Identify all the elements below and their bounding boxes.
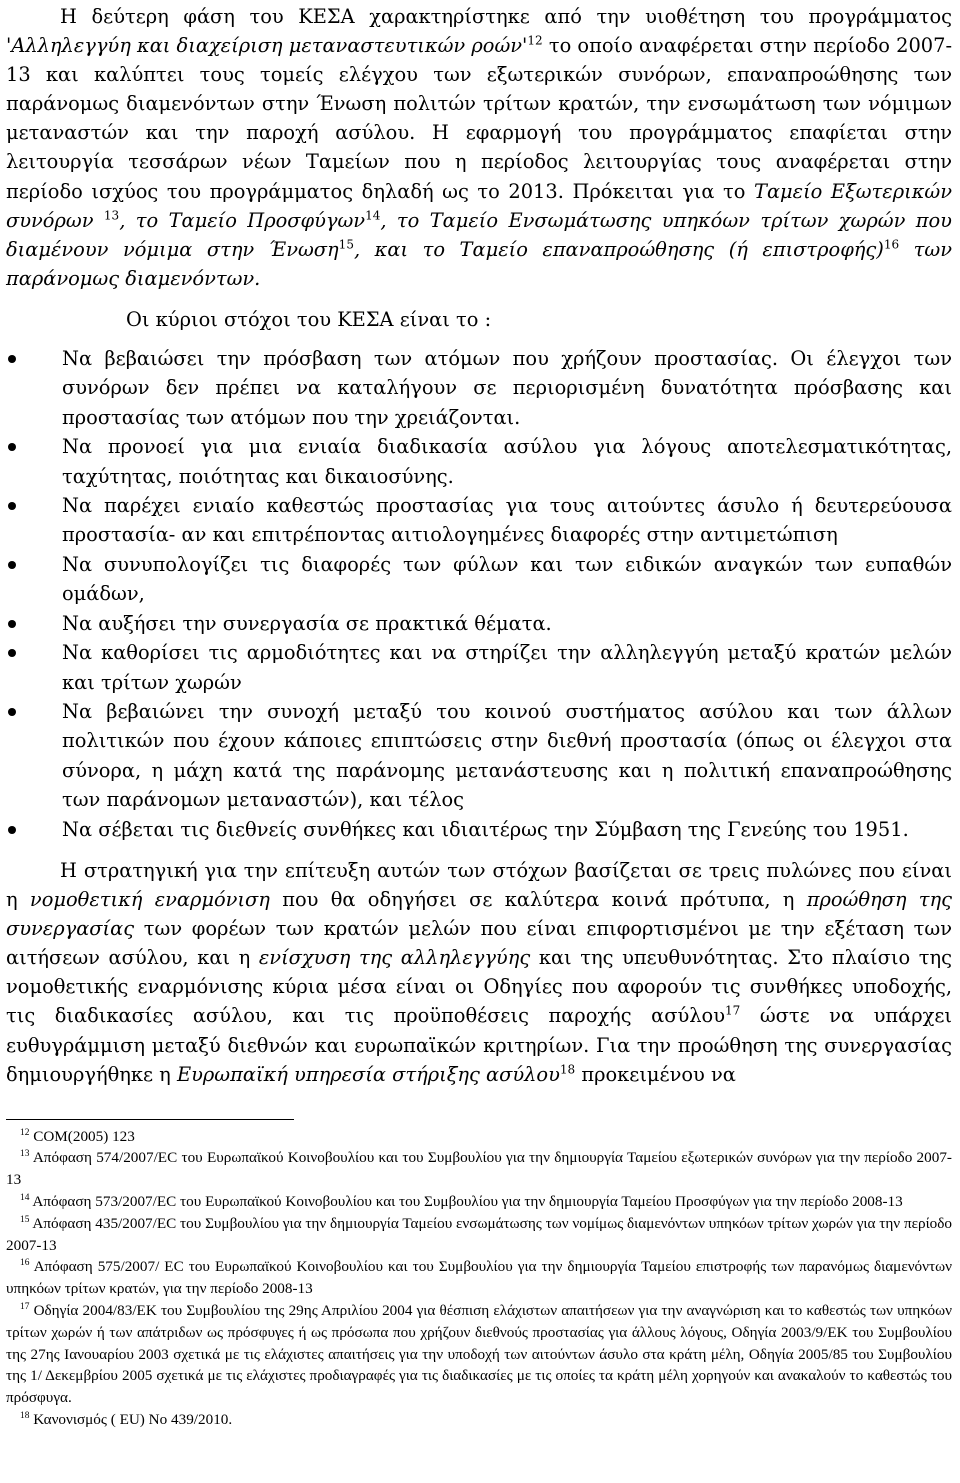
- text-run: Η στρατηγική για την επίτευξη αυτών των στόχων βασίζεται σε τρεις πυλώνες που είναι η: [6, 858, 952, 912]
- text-run: προκειμένου να: [575, 1062, 736, 1086]
- italic-text: , και το Ταμείο επαναπροώθησης (ή επιστροφής): [353, 237, 884, 261]
- footnote-ref: 13: [103, 208, 120, 223]
- footnote: $^{16}$ Απόφαση 575/2007/ ΕC του Ευρωπαϊκού Κοινοβουλίου και του Συμβουλίου για την δημιουργία Ταμείου επιστροφής των παρανόμως διαμενόντων υπηκόων τρίτων κρατών, για την περίοδο 2008-13: [6, 1258, 952, 1298]
- text-run: των φορέων των κρατών μελών που είναι επιφορτισμένοι με την εξέταση των αιτήσεων ασύλου, και η: [6, 917, 952, 970]
- intro-paragraph: [6, 2, 952, 293]
- footnote-ref: 17: [725, 1003, 741, 1018]
- text-run: Η δεύτερη φάση του ΚΕΣΑ χαρακτηρίστηκε από την υιοθέτηση του προγράμματος ': [6, 5, 952, 58]
- goal-item: Να προνοεί για μια ενιαία διαδικασία ασύλου για λόγους αποτελεσματικότητας, ταχύτητας, ποιότητας και δικαιοσύνης.: [6, 432, 952, 491]
- document-page: [6, 2, 952, 1431]
- italic-text: νομοθετική εναρμόνιση: [29, 888, 270, 912]
- goal-item: Να σέβεται τις διεθνείς συνθήκες και ιδιαιτέρως την Σύμβαση της Γενεύης του 1951.: [6, 815, 952, 844]
- goal-item: Να βεβαιώσει την πρόσβαση των ατόμων που χρήζουν προστασίας. Οι έλεγχοι των συνόρων δεν πρέπει να καταλήγουν σε περιορισμένη δυνατότητα πρόσβασης και προστασίας των ατόμων που την χρειάζονται.: [6, 344, 952, 432]
- italic-text: Ταμείο Εξωτερικών συνόρων: [6, 179, 953, 232]
- text-run: το οποίο αναφέρεται στην περίοδο 2007-13 και καλύπτει τους τομείς ελέγχου των εξωτερικών συνόρων, επαναπροώθησης των παράνομως διαμενόντων στην Ένωση πολιτών τρίτων κρατών, την ενσωμάτωση των νόμιμων μεταναστών και την παροχή ασύλου. Η εφαρμογή του προγράμματος επαφίεται στην λειτουργία τεσσάρων νέων Ταμείων που η περίοδος λειτουργίας τους αναφέρεται στην περίοδο ισχύος του προγράμματος δηλαδή ως το 2013. Πρόκειται για το: [6, 34, 953, 203]
- text-run: ώστε να υπάρχει ευθυγράμμιση μεταξύ διεθνών και ευρωπαϊκών κριτηρίων. Για την προώθηση της συνεργασίας δημιουργήθηκε η: [6, 1004, 952, 1086]
- italic-text: των παράνομως διαμενόντων.: [6, 237, 953, 290]
- goal-item: Να βεβαιώνει την συνοχή μεταξύ του κοινού συστήματος ασύλου και των άλλων πολιτικών που έχουν κάποιες επιπτώσεις στην διεθνή προστασία (όπως οι έλεγχοι στα σύνορα, η μάχη κατά της παράνομης μετανάστευσης και η πολιτική επαναπροώθησης των παράνομων μεταναστών), και τέλος: [6, 697, 952, 815]
- italic-text: ενίσχυση της αλληλεγγύης: [258, 946, 531, 970]
- italic-text: Ευρωπαϊκή υπηρεσία στήριξης ασύλου: [176, 1062, 560, 1086]
- italic-text: , το Ταμείο Ενσωμάτωσης υπηκόων τρίτων χωρών που διαμένουν νόμιμα στην Ένωση: [6, 208, 952, 261]
- goal-item: Να παρέχει ενιαίο καθεστώς προστασίας για τους αιτούντες άσυλο ή δευτερεύουσα προστασία- αν και επιτρέποντας αιτιολογημένες διαφορές στην αντιμετώπιση: [6, 491, 952, 550]
- italic-text: προώθηση της συνεργασίας: [6, 888, 952, 941]
- footnote-ref: 12: [527, 33, 543, 48]
- goal-item: Να συνυπολογίζει τις διαφορές των φύλων και των ειδικών αναγκών των ευπαθών ομάδων,: [6, 550, 952, 609]
- footnote-divider: [6, 1119, 294, 1120]
- bullet-icon: [8, 355, 16, 363]
- goals-heading: Οι κύριοι στόχοι του ΚΕΣΑ είναι το :: [126, 307, 492, 331]
- bullet-icon: [8, 826, 16, 834]
- text-run: και της υπευθυνότητας. Στο πλαίσιο της νομοθετικής εναρμόνισης κύρια μέσα είναι οι Οδηγίες που αφορούν τις συνθήκες υποδοχής, τις διαδικασίες ασύλου, και τις προϋποθέσεις παροχής ασύλου: [6, 946, 953, 1028]
- goal-item: Να αυξήσει την συνεργασία σε πρακτικά θέματα.: [6, 609, 952, 638]
- bullet-icon: [8, 708, 16, 716]
- footnote: $^{15}$ Απόφαση 435/2007/ΕC του Συμβουλίου για την δημιουργία Ταμείου ενσωμάτωσης των νομίμως διαμενόντων υπηκόων τρίτων χωρών για την περίοδο 2007-13: [6, 1214, 953, 1254]
- bullet-icon: [8, 649, 16, 657]
- italic-text: , το Ταμείο Προσφύγων: [119, 208, 366, 232]
- footnote: $^{12}$ COM(2005) 123: [20, 1127, 135, 1145]
- footnote: $^{13}$ Απόφαση 574/2007/ΕC του Ευρωπαϊκού Κοινοβουλίου και του Συμβουλίου για την δημιουργία Ταμείου εξωτερικών συνόρων για την περίοδο 2007-13: [6, 1149, 952, 1189]
- footnote-ref: 18: [559, 1062, 576, 1077]
- text-run: που θα οδηγήσει σε καλύτερα κοινά πρότυπα, η: [269, 888, 807, 912]
- footnote: $^{14}$ Απόφαση 573/2007/ΕC του Ευρωπαϊκού Κοινοβουλίου και του Συμβουλίου για την δημιουργία Ταμείου Προσφύγων για την περίοδο 2008-13: [20, 1193, 903, 1211]
- bullet-icon: [8, 620, 16, 628]
- footnotes: [6, 1126, 952, 1431]
- goal-item: Να καθορίσει τις αρμοδιότητες και να στηρίζει την αλληλεγγύη μεταξύ κρατών μελών και τρίτων χωρών: [6, 638, 952, 697]
- goals-list: [6, 344, 952, 844]
- bullet-icon: [8, 561, 16, 569]
- bullet-icon: [8, 443, 16, 451]
- bullet-icon: [8, 502, 16, 510]
- footnote: $^{18}$ Κανονισμός ( EU) No 439/2010.: [20, 1410, 233, 1429]
- footnote-ref: 14: [365, 208, 381, 223]
- footnote-ref: 16: [883, 237, 900, 252]
- italic-text: Αλληλεγγύη και διαχείριση μεταναστευτικών ροών': [11, 34, 528, 58]
- footnote-ref: 15: [338, 237, 354, 252]
- strategy-paragraph: [6, 856, 952, 1089]
- footnote: $^{17}$ Οδηγία 2004/83/ΕΚ του Συμβουλίου της 29ης Απριλίου 2004 για θέσπιση ελάχιστων απαιτήσεων για την αναγνώριση και το καθεστώς των υπηκόων τρίτων χωρών ή των απάτριδων ως πρόσφυγες ή ως πρόσωπα που χρήζουν διεθνούς προστασίας για άλλους λόγους, Οδηγία 2003/9/ΕΚ του Συμβουλίου της 27ης Ιανουαρίου 2003 σχετικά με τις ελάχιστες απαιτήσεις για την υποδοχή των αιτούντων άσυλο στα κράτη μέλη, Οδηγία 2005/85 του Συμβουλίου της 1/ Δεκεμβρίου 2005 σχετικά με τις ελάχιστες προδιαγραφές για τις διαδικασίες με τις οποίες τα κράτη μέλη χορηγούν και ανακαλούν το καθεστώς του πρόσφυγα.: [6, 1302, 952, 1407]
